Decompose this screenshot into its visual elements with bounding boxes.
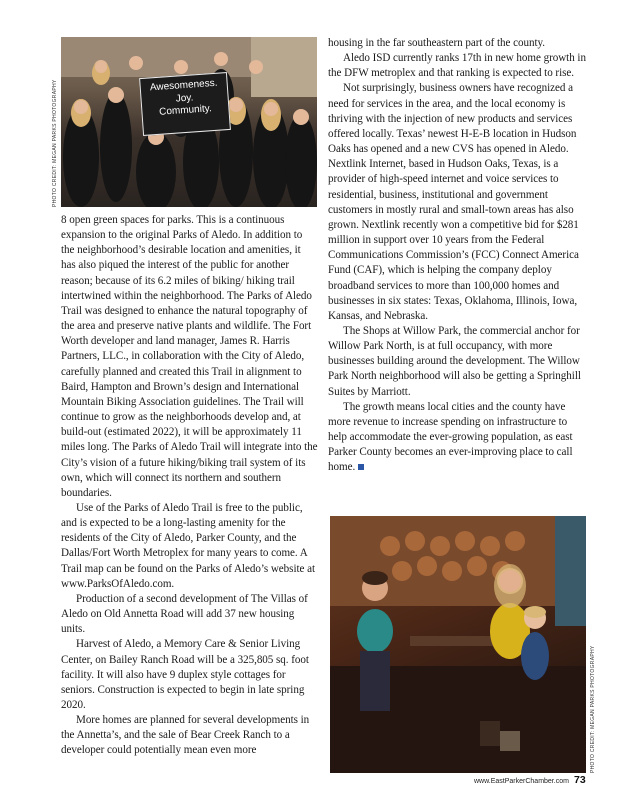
paragraph-villas: Production of a second development of The Villas of Aledo on Old Annetta Road will add 37 new housing units. — [61, 592, 308, 636]
paragraph-growth — [328, 400, 587, 476]
paragraph-shops: The Shops at Willow Park, the commercial anchor for Willow Park North, is at full occupancy, with more businesses building around the development. The Willow Park North neighborhood will also be getting a Springhill Suites by Marriott. — [328, 324, 581, 398]
family-photo-illustration — [330, 516, 586, 773]
end-mark-icon — [358, 464, 364, 470]
paragraph-more-homes: More homes are planned for several developments in the Annetta’s, and the sale of Bear Creek Ranch to a developer could potentially mean even more — [61, 714, 310, 757]
family-photo — [330, 516, 586, 773]
paragraph-trail: 8 open green spaces for parks. This is a continuous expansion to the original Parks of Aledo. In addition to the neighborhood’s desirable location and amenities, it has also piqued the interest of the public for another reason; because of its 6.2 miles of biking/ hiking trail intertwined within the neighborhood. The Parks of Aledo Trail was designed to enhance the natural topography of the area and preserve native plants and wildlife. The Fort Worth developer and land manager, James R. Harris Partners, LLC., in collaboration with the City of Aledo, carefully planned and created this Trail in alignment to Baird, Hampton and Brown’s design and International Mountain Biking Association guidelines. The Trail will continue to grow as the neighborhoods develop and, at build-out (estimated 2022), it will be approximately 11 miles long. The Parks of Aledo Trail will integrate into the City’s vision of a future hiking/biking trail system of its own, which will connect its northern and southern boundaries. — [61, 214, 318, 499]
page-number: 73 — [574, 774, 586, 786]
paragraph-harvest: Harvest of Aledo, a Memory Care & Senior Living Center, on Bailey Ranch Road will be a 325,805 sq. foot facility. It will also have 9 duplex style cottages for seniors. Construction is expected to begin in late spring 2020. — [61, 638, 309, 711]
left-column — [61, 213, 318, 759]
awesomeness-sign — [139, 72, 231, 136]
team-photo — [61, 37, 317, 207]
paragraph-trail-use: Use of the Parks of Aledo Trail is free to the public, and is expected to be a long-lasting amenity for the residents of the City of Aledo, Parker County, and the Dallas/Fort Worth Metroplex for many years to come. A Trail map can be found on the Parks of Aledo’s website at www.ParksOfAledo.com. — [61, 501, 316, 590]
paragraph-business: Not surprisingly, business owners have recognized a need for services in the area, and the local economy is thriving with the injection of new products and services offered locally. Texas’ newest H-E-B location in Hudson Oaks has opened and a new CVS has opened in Aledo. Nextlink Internet, based in Hudson Oaks, Texas, is a provider of high-speed internet and voice services to residential, business, institutional and government customers in mostly rural and small-town areas has also grown. Nextlink recently won a competitive bid for $281 million in support over 10 years from the Federal Communications Commission’s (FCC) Connect America Fund (CAF), which is helping the company deploy broadband services to more than 100,000 homes and businesses in six states: Texas, Oklahoma, Illinois, Iowa, Kansas, and Nebraska. — [328, 82, 579, 322]
sign-line-2: Joy. — [175, 91, 194, 105]
footer-website: www.EastParkerChamber.com — [474, 778, 569, 785]
paragraph-housing-continued: housing in the far southeastern part of the county. — [328, 37, 546, 49]
bottom-photo-credit: PHOTO CREDIT: MEGAN PARKS PHOTOGRAPHY — [590, 645, 596, 773]
top-photo-credit: PHOTO CREDIT: MEGAN PARKS PHOTOGRAPHY — [52, 79, 58, 207]
paragraph-aledo-isd: Aledo ISD currently ranks 17th in new home growth in the DFW metroplex and that ranking is expected to rise. — [328, 52, 586, 80]
sign-line-1: Awesomeness. — [149, 77, 218, 94]
sign-line-3: Community. — [158, 103, 213, 118]
right-column — [328, 36, 587, 476]
paragraph-growth-text: The growth means local cities and the county have more revenue to increase spending on infrastructure to help accommodate the ever-growing population, as east Parker County becomes an ever-improving place to call home. — [328, 400, 573, 474]
